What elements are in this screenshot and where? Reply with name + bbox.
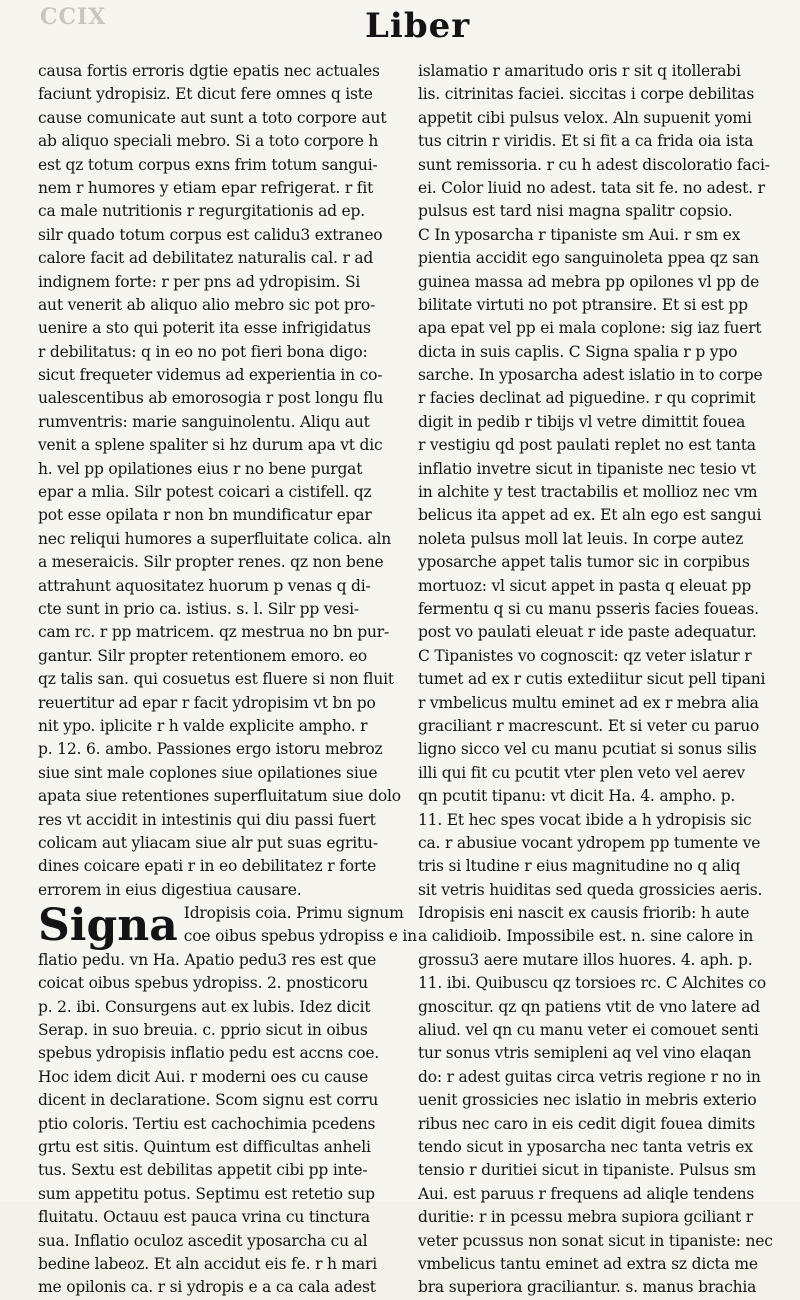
text-line: siue sint male coplones siue opilationes siue: [38, 763, 378, 782]
text-line: duritie: r in pcessu mebra supiora gciliant r: [418, 1208, 753, 1227]
running-head: Liber: [365, 6, 471, 46]
text-line: apata siue retentiones superfluitatum siue dolo: [38, 787, 401, 806]
text-line: 11. ibi. Quibuscu qz torsioes rc. C Alchites co: [418, 974, 767, 993]
text-line: grtu est sitis. Quintum est difficultas anheli: [38, 1137, 371, 1156]
text-line: uenit grossicies nec islatio in mebris exterio: [418, 1091, 757, 1110]
text-line: res vt accidit in intestinis qui diu passi fuert: [38, 810, 376, 829]
text-line: cam rc. r pp matricem. qz mestrua no bn pur-: [38, 623, 389, 642]
text-line: post vo paulati eleuat r ide paste adequatur.: [418, 623, 757, 642]
text-line: causa fortis erroris dgtie epatis nec actuales: [38, 62, 380, 80]
text-line: r debilitatus: q in eo no pot fieri bona digo:: [38, 342, 368, 361]
text-line: fluitatu. Octauu est pauca vrina cu tinctura: [38, 1208, 370, 1227]
text-line: gantur. Silr propter retentionem emoro. eo: [38, 646, 368, 665]
text-line: rumventris: marie sanguinolentu. Aliqu aut: [38, 412, 370, 431]
text-line: mortuoz: vl sicut appet in pasta q eleuat pp: [418, 576, 752, 595]
text-line: reuertitur ad epar r facit ydropisim vt bn po: [38, 693, 376, 712]
text-line: Idropisis eni nascit ex causis friorib: h aute: [418, 904, 750, 923]
text-line: est qz totum corpus exns frim totum sangui-: [38, 155, 378, 174]
text-line: sicut frequeter videmus ad experientia in co-: [38, 366, 383, 385]
text-line: tus. Sextu est debilitas appetit cibi pp inte-: [38, 1161, 368, 1180]
text-line: do: r adest guitas circa vetris regione r no in: [418, 1067, 761, 1086]
right-column-body: [418, 60, 780, 1300]
text-line: apa epat vel pp ei mala coplone: sig iaz fuert: [418, 319, 762, 338]
text-line: cause comunicate aut sunt a toto corpore aut: [38, 108, 387, 127]
text-line: bedine labeoz. Et aln accidut eis fe. r h mari: [38, 1254, 378, 1273]
text-line: Hoc idem dicit Aui. r moderni oes cu cause: [38, 1067, 369, 1086]
text-line: tris si ltudine r eius magnitudine no q aliq: [418, 857, 741, 876]
text-line: r facies declinat ad piguedine. r qu coprimit: [418, 389, 756, 408]
text-line: silr quado totum corpus est calidu3 extraneo: [38, 225, 383, 244]
text-line: a calidioib. Impossibile est. n. sine calore in: [418, 927, 754, 946]
text-line: dicta in suis caplis. C Signa spalia r p ypo: [418, 342, 738, 361]
text-line: digit in pedib r tibijs vl vetre dimittit fouea: [418, 412, 746, 431]
text-line: vmbelicus tantu eminet ad extra sz dicta me: [418, 1254, 758, 1273]
text-line: lis. citrinitas faciei. siccitas i corpe debilitas: [418, 85, 755, 104]
text-line: graciliant r macrescunt. Et si veter cu paruo: [418, 716, 760, 735]
text-line: aliud. vel qn cu manu veter ei comouet senti: [418, 1021, 759, 1040]
left-column-continuation: [38, 972, 408, 1299]
text-line: ligno sicco vel cu manu pcutiat si sonus silis: [418, 740, 757, 759]
text-line: coicat oibus spebus ydropiss. 2. pnosticoru: [38, 974, 368, 993]
text-line: uenire a sto qui poterit ita esse infrigidatus: [38, 319, 371, 338]
text-line: r vmbelicus multu eminet ad ex r mebra alia: [418, 693, 759, 712]
text-line: sit vetris huiditas sed queda grossicies aeris.: [418, 880, 763, 899]
text-line: ualescentibus ab emorosogia r post longu flu: [38, 389, 384, 408]
text-line: guinea massa ad mebra pp opilones vl pp de: [418, 272, 760, 291]
text-line: bilitate virtuti no pot ptransire. Et si est pp: [418, 295, 748, 314]
text-line: grossu3 aere mutare illos huores. 4. aph. p.: [418, 950, 753, 969]
text-line: inflatio invetre sicut in tipaniste nec tesio vt: [418, 459, 756, 478]
text-line: calore facit ad debilitatez naturalis cal. r ad: [38, 249, 374, 268]
text-line: appetit cibi pulsus velox. Aln supuenit yomi: [418, 108, 752, 127]
text-line: errorem in eius digestiua causare.: [38, 880, 302, 899]
text-line: Serap. in suo breuia. c. pprio sicut in oibus: [38, 1021, 368, 1040]
text-line: bra superiora graciliantur. s. manus brachia: [418, 1278, 757, 1297]
text-line: tensio r duritiei sicut in tipaniste. Pulsus sm: [418, 1161, 756, 1180]
text-line: ribus nec caro in eis cedit digit fouea dimits: [418, 1114, 756, 1133]
text-line: islamatio r amaritudo oris r sit q itollerabi: [418, 62, 741, 80]
text-line: tumet ad ex r cutis extediitur sicut pell tipani: [418, 670, 766, 689]
text-line: p. 12. 6. ambo. Passiones ergo istoru mebroz: [38, 740, 383, 759]
text-line: r vestigiu qd post paulati replet no est tanta: [418, 436, 756, 455]
text-line: qn pcutit tipanu: vt dicit Ha. 4. ampho. p.: [418, 787, 736, 806]
text-line: tus citrin r viridis. Et si fit a ca frida oia ista: [418, 132, 754, 151]
text-line: ptio coloris. Tertiu est cachochimia pcedens: [38, 1114, 376, 1133]
text-line: h. vel pp opilationes eius r no bene purgat: [38, 459, 363, 478]
text-line: dicent in declaratione. Scom signu est corru: [38, 1091, 379, 1110]
text-line: gnoscitur. qz qn patiens vtit de vno latere ad: [418, 997, 761, 1016]
text-line: belicus ita appet ad ex. Et aln ego est sangui: [418, 506, 762, 525]
text-line: nec reliqui humores a superfluitate colica. aln: [38, 529, 392, 548]
text-line: spebus ydropisis inflatio pedu est accns coe.: [38, 1044, 380, 1063]
text-line: 11. Et hec spes vocat ibide a h ydropisis sic: [418, 810, 752, 829]
text-line: in alchite y test tractabilis et mollioz nec vm: [418, 483, 758, 502]
left-column-body: [38, 60, 408, 902]
text-line: aut venerit ab aliquo alio mebro sic pot pro-: [38, 295, 376, 314]
text-line: colicam aut yliacam siue alr put suas egritu-: [38, 833, 378, 852]
text-line: nem r humores y etiam epar refrigerat. r fit: [38, 178, 374, 197]
text-line: Aui. est paruus r frequens ad aliqle tendens: [418, 1184, 755, 1203]
text-line: C Tipanistes vo cognoscit: qz veter islatur r: [418, 646, 752, 665]
text-line: indignem forte: r per pns ad ydropisim. Si: [38, 272, 361, 291]
text-line: tur sonus vtris semipleni aq vel vino elaqan: [418, 1044, 752, 1063]
text-line: sarche. In yposarcha adest islatio in to corpe: [418, 366, 763, 385]
text-line: ca male nutritionis r regurgitationis ad ep.: [38, 202, 365, 221]
text-line: me opilonis ca. r si ydropis e a ca cala adest: [38, 1278, 376, 1297]
text-line: sunt remissoria. r cu h adest discoloratio faci-: [418, 155, 770, 174]
text-line: illi qui fit cu pcutit vter plen veto vel aerev: [418, 763, 745, 782]
signa-section: [38, 900, 417, 972]
text-line: pulsus est tard nisi magna spalitr copsio.: [418, 202, 733, 221]
text-line: pientia accidit ego sanguinoleta ppea qz san: [418, 249, 759, 268]
text-line: dines coicare epati r in eo debilitatez r forte: [38, 857, 377, 876]
text-line: Idropisis coia. Primu signum: [183, 904, 404, 923]
text-line: attrahunt aquositatez huorum p venas q di-: [38, 576, 371, 595]
text-line: ei. Color liuid no adest. tata sit fe. no adest. r: [418, 178, 765, 197]
text-line: qz talis san. qui cosuetus est fluere si non fluit: [38, 670, 394, 689]
text-line: noleta pulsus moll lat leuis. In corpe autez: [418, 529, 744, 548]
text-line: venit a splene spaliter si hz durum apa vt dic: [38, 436, 383, 455]
signa-heading: Signa: [38, 900, 178, 952]
text-line: coe oibus spebus ydropiss e in: [183, 927, 417, 946]
text-line: tendo sicut in yposarcha nec tanta vetris ex: [418, 1137, 753, 1156]
text-line: a meseraicis. Silr propter renes. qz non bene: [38, 553, 384, 572]
text-line: pot esse opilata r non bn mundificatur epar: [38, 506, 372, 525]
folio-number: CCIX: [40, 4, 107, 30]
text-line: flatio pedu. vn Ha. Apatio pedu3 res est que: [38, 950, 377, 969]
text-line: cte sunt in prio ca. istius. s. l. Silr pp vesi-: [38, 599, 359, 618]
text-line: ca. r abusiue vocant ydropem pp tumente ve: [418, 833, 761, 852]
text-line: ab aliquo speciali mebro. Si a toto corpore h: [38, 132, 379, 151]
text-line: fermentu q si cu manu psseris facies foueas.: [418, 599, 759, 618]
text-line: C In yposarcha r tipaniste sm Aui. r sm ex: [418, 225, 741, 244]
text-line: nit ypo. iplicite r h valde explicite ampho. r: [38, 716, 368, 735]
left-column: [38, 60, 417, 1300]
text-line: faciunt ydropisiz. Et dicut fere omnes q iste: [38, 85, 373, 104]
text-line: sua. Inflatio oculoz ascedit yposarcha cu al: [38, 1231, 368, 1250]
text-line: p. 2. ibi. Consurgens aut ex lubis. Idez dicit: [38, 997, 371, 1016]
text-line: veter pcussus non sonat sicut in tipaniste: nec: [418, 1231, 773, 1250]
text-line: epar a mlia. Silr potest coicari a cistifell. qz: [38, 483, 372, 502]
right-column: [418, 60, 780, 1300]
text-line: sum appetitu potus. Septimu est retetio sup: [38, 1184, 375, 1203]
text-line: yposarche appet talis tumor sic in corpibus: [418, 553, 750, 572]
